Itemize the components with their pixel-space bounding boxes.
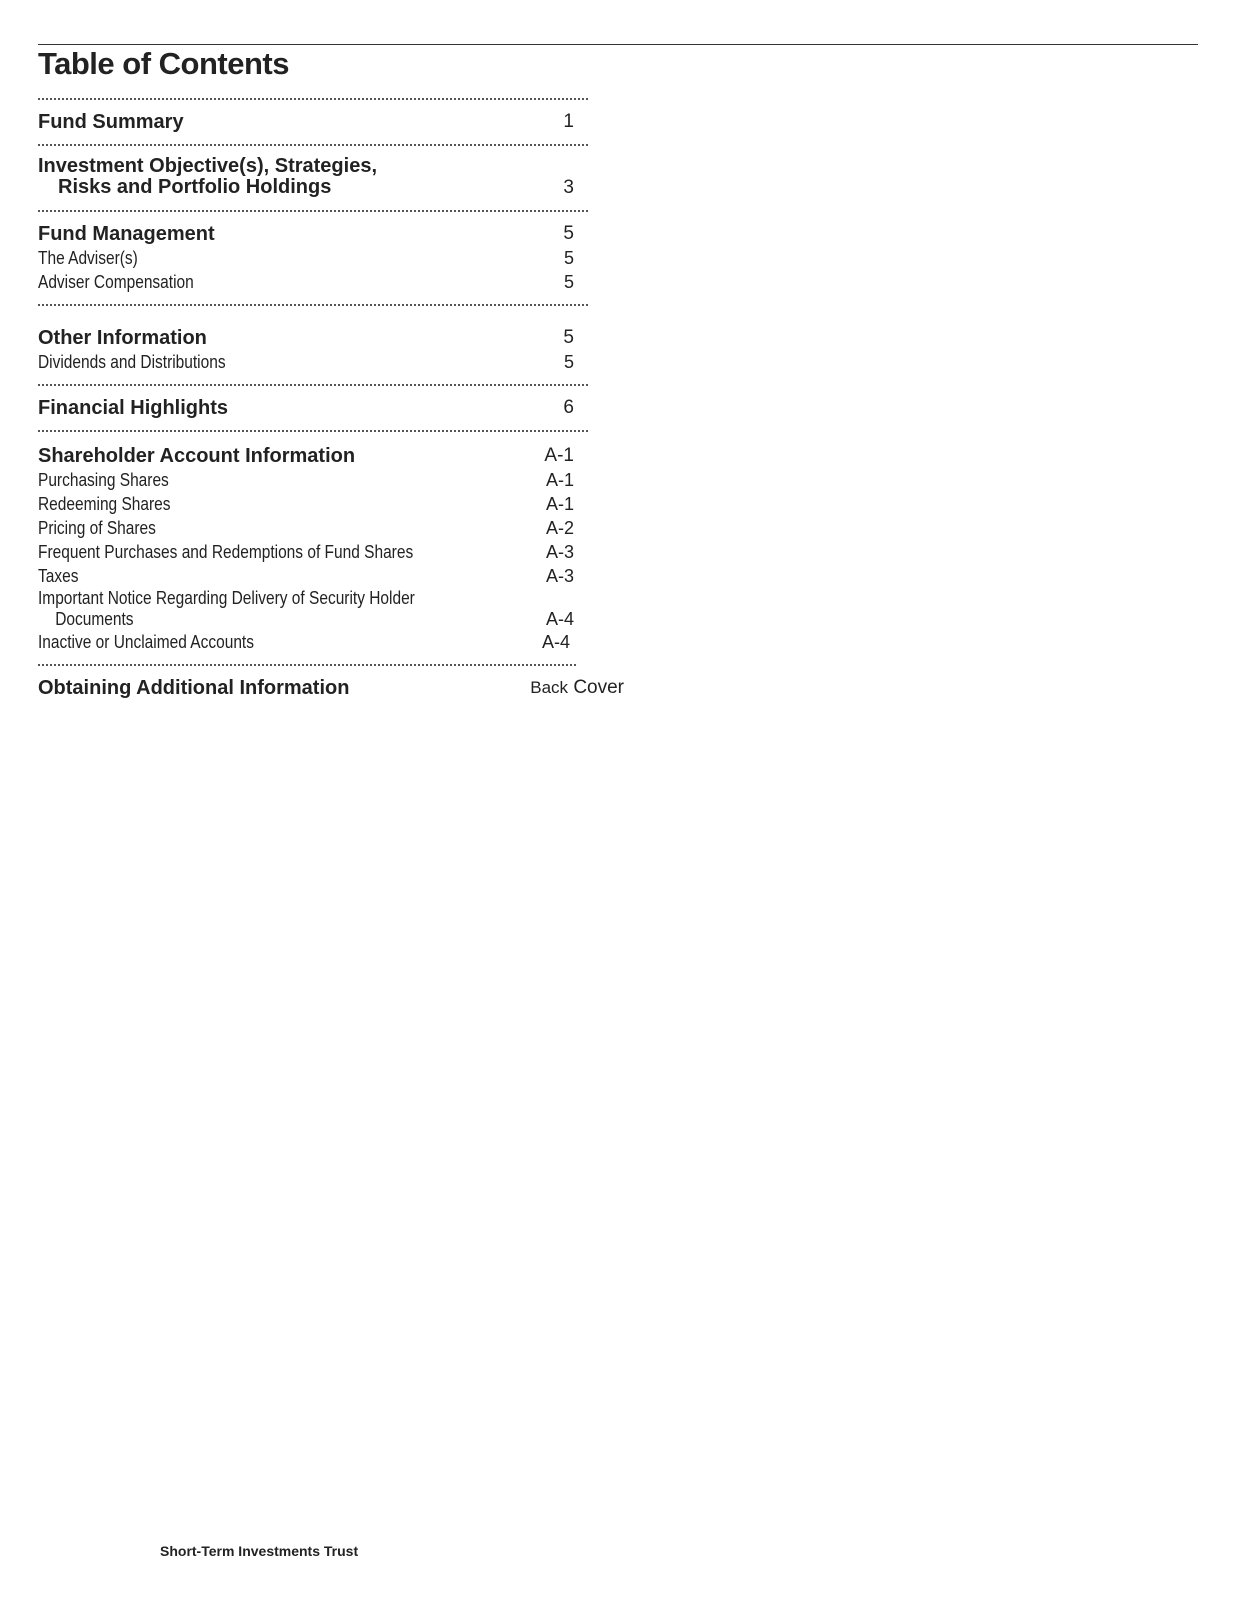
toc-subentry-redeeming-shares[interactable] bbox=[38, 492, 588, 516]
toc-entry-shareholder-account[interactable] bbox=[38, 444, 588, 468]
toc-subentry-label: Purchasing Shares bbox=[38, 470, 169, 490]
toc-subentry-page: A-1 bbox=[545, 470, 574, 490]
toc-subentry-page: A-4 bbox=[541, 632, 570, 652]
toc-section-other-information bbox=[38, 304, 588, 384]
toc-entry-page: 5 bbox=[563, 327, 574, 348]
toc-entry-label: Fund Summary bbox=[38, 111, 184, 133]
toc-section-financial-highlights bbox=[38, 384, 588, 430]
toc-subentry-label-line1: Important Notice Regarding Delivery of Security Holder bbox=[38, 588, 415, 608]
toc-subentry-page: A-3 bbox=[545, 542, 574, 562]
toc-entry-obtaining-info[interactable] bbox=[38, 676, 624, 700]
toc-entry-page: 5 bbox=[563, 223, 574, 244]
toc-entry-page bbox=[530, 676, 624, 700]
toc-section-investment bbox=[38, 144, 588, 210]
footer-fund-name: Short-Term Investments Trust bbox=[160, 1543, 359, 1559]
toc-entry-page-suffix: Cover bbox=[573, 677, 624, 698]
toc-section-obtaining-info bbox=[38, 664, 624, 710]
toc-entry-page-prefix: Back bbox=[530, 678, 569, 697]
toc-subentry-page: 5 bbox=[563, 272, 574, 292]
toc-entry-label: Shareholder Account Information bbox=[38, 445, 356, 467]
toc-section-fund-management bbox=[38, 210, 588, 304]
toc-entry-other-information[interactable] bbox=[38, 326, 588, 350]
toc-subentry-frequent-purchases[interactable] bbox=[38, 540, 588, 564]
toc-entry-page: 3 bbox=[563, 177, 574, 198]
toc-entry-fund-management[interactable] bbox=[38, 222, 588, 246]
toc-entry-label: Fund Management bbox=[38, 223, 215, 245]
toc-subentry-inactive-accounts[interactable] bbox=[38, 630, 588, 654]
toc-subentry-page: A-1 bbox=[545, 494, 574, 514]
toc-subentry-page: A-3 bbox=[545, 566, 574, 586]
toc-entry-page: A-1 bbox=[544, 445, 574, 466]
toc-subentry-label: Frequent Purchases and Redemptions of Fund Shares bbox=[38, 542, 414, 562]
toc-entry-page: 1 bbox=[563, 111, 574, 132]
toc-subentry-label: Redeeming Shares bbox=[38, 494, 171, 514]
page-title: Table of Contents bbox=[38, 46, 289, 81]
toc-subentry-label: The Adviser(s) bbox=[38, 248, 138, 268]
toc-subentry-label: Inactive or Unclaimed Accounts bbox=[38, 632, 254, 652]
toc-entry-investment-objectives[interactable] bbox=[38, 156, 588, 198]
toc-subentry-taxes[interactable] bbox=[38, 564, 588, 588]
toc-subentry-label-line2: Documents bbox=[55, 609, 134, 629]
toc-subentry-label: Dividends and Distributions bbox=[38, 352, 226, 372]
table-of-contents bbox=[38, 98, 624, 710]
toc-subentry-page: A-2 bbox=[545, 518, 574, 538]
toc-section-fund-summary bbox=[38, 98, 588, 144]
top-rule bbox=[38, 44, 1198, 45]
toc-subentry-dividends[interactable] bbox=[38, 350, 588, 374]
toc-subentry-pricing-of-shares[interactable] bbox=[38, 516, 588, 540]
toc-entry-label: Financial Highlights bbox=[38, 397, 229, 419]
toc-entry-financial-highlights[interactable] bbox=[38, 396, 588, 420]
toc-subentry-label: Adviser Compensation bbox=[38, 272, 194, 292]
toc-entry-fund-summary[interactable] bbox=[38, 110, 588, 134]
toc-subentry-important-notice[interactable] bbox=[38, 588, 588, 630]
toc-subentry-purchasing-shares[interactable] bbox=[38, 468, 588, 492]
toc-entry-label: Other Information bbox=[38, 327, 207, 349]
toc-subentry-label: Pricing of Shares bbox=[38, 518, 156, 538]
toc-entry-label: Obtaining Additional Information bbox=[38, 677, 350, 699]
toc-subentry-page: A-4 bbox=[545, 609, 574, 629]
toc-entry-label-line1: Investment Objective(s), Strategies, bbox=[38, 155, 378, 177]
toc-entry-label-line2: Risks and Portfolio Holdings bbox=[58, 176, 332, 198]
toc-subentry-page: 5 bbox=[563, 248, 574, 268]
toc-section-shareholder-account bbox=[38, 430, 588, 664]
toc-subentry-label: Taxes bbox=[38, 566, 79, 586]
toc-subentry-page: 5 bbox=[563, 352, 574, 372]
toc-subentry-adviser-compensation[interactable] bbox=[38, 270, 588, 294]
toc-subentry-adviser[interactable] bbox=[38, 246, 588, 270]
toc-entry-page: 6 bbox=[563, 397, 574, 418]
